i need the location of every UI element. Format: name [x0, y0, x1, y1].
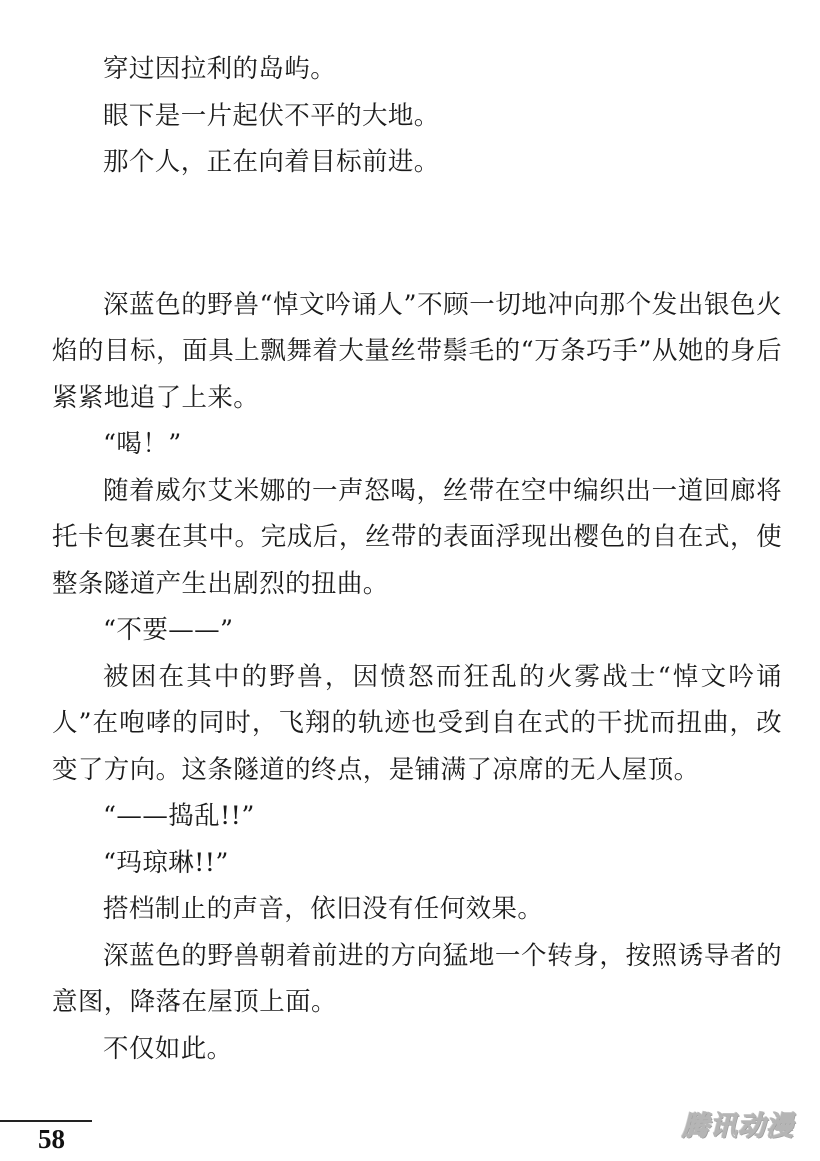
paragraph: 那个人，正在向着目标前进。	[103, 147, 440, 177]
paragraph: 搭档制止的声音，依旧没有任何效果。	[103, 894, 544, 924]
paragraph: 深蓝色的野兽“悼文吟诵人”不顾一切地冲向那个发出银色火焰的目标，面具上飘舞着大量丝带鬃毛的“万条巧手”从她的身后紧紧地追了上来。	[52, 289, 782, 413]
dialogue-line: “不要——”	[103, 615, 234, 645]
watermark-logo: 腾讯动漫	[682, 1111, 794, 1142]
page-number-rule	[0, 1120, 92, 1122]
dialogue-line: “——捣乱!!”	[103, 801, 255, 831]
dialogue-line: “玛琼琳!!”	[103, 847, 229, 878]
paragraph: 随着威尔艾米娜的一声怒喝，丝带在空中编织出一道回廊将托卡包裹在其中。完成后，丝带的表面浮现出樱色的自在式，使整条隧道产生出剧烈的扭曲。	[52, 475, 782, 599]
paragraph: 穿过因拉利的岛屿。	[103, 54, 337, 84]
paragraph: 眼下是一片起伏不平的大地。	[103, 100, 440, 131]
paragraph: 被困在其中的野兽，因愤怒而狂乱的火雾战士“悼文吟诵人”在咆哮的同时，飞翔的轨迹也受到自在式的干扰而扭曲，改变了方向。这条隧道的终点，是铺满了凉席的无人屋顶。	[52, 661, 782, 785]
page-body	[52, 46, 782, 1072]
paragraph: 深蓝色的野兽朝着前进的方向猛地一个转身，按照诱导者的意图，降落在屋顶上面。	[52, 940, 782, 1017]
dialogue-line: “喝！”	[103, 429, 182, 459]
paragraph: 不仅如此。	[103, 1033, 233, 1064]
page-number: 58	[38, 1124, 65, 1154]
section-break	[52, 186, 782, 282]
